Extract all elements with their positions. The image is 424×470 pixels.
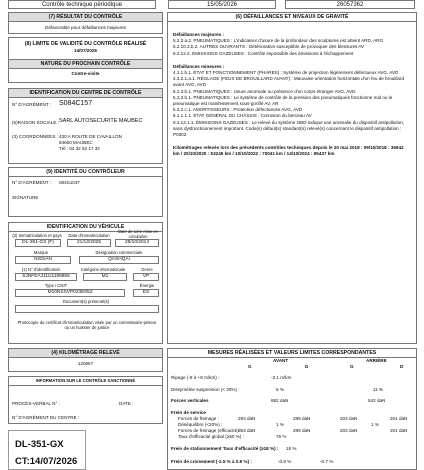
photocopy-label: Photocopie du certificat d'immatriculation visée par un commissaire-priseur ou un huissier de justice [17,320,157,330]
minor-item: 4.3.2.1.a.1. RÉGLAGE (FEUX DE BROUILLARD AVANT) : Mauvaise orientation horizontale d'un feu de brouillard avant AVG, AVD [173,76,405,88]
forces-av: 882 daN [271,398,289,403]
glis-av: -0.8 % [278,459,292,464]
avant-header: AVANT [273,358,289,363]
energy-value: ES [133,289,159,297]
defects-title: (6) DÉFAILLANCES ET NIVEAUX DE GRAVITÉ [168,13,416,22]
first-use-value: 28/10/2014 [115,239,159,247]
model-value: QASHQAI [79,256,159,264]
model-label: Désignation commerciale [95,250,143,255]
first-use-label: Date de 1ère mise en circulation [117,229,159,239]
mileage-history: Kilométrages relevés lors des précédents contrôles techniques depuis le 20 mai 2018 : 09/10/2018 : 35942 km / 20/10/2020 : 53246 km / 10/10/2022 : 70041 km / 14/10/2024 : 95437 km [173,145,404,157]
mileage-value: 120667 [77,361,94,366]
center-address-line-2: 84660 MAUBEC [59,140,93,145]
eff-label: Forces de freinage (efficacité) : [178,428,242,433]
genre-label: Genre [141,267,153,272]
next-title: NATURE DU PROCHAIN CONTRÔLE [9,59,162,69]
first-reg-label: Date d'immatriculation [68,233,110,238]
center-section [8,88,163,164]
minor-item: 6.1.1.1.1. ÉTAT GÉNÉRAL DU CHÂSSIS : Corrosion du berceau AV [173,113,312,119]
center-address-line-1: 430 A ROUTE DE CAVAILLON [59,134,122,139]
documents-label: Document(s) présenté(s) [62,299,110,304]
cnit-label: Type / CNIT [44,283,68,288]
stat-label: Frein de stationnement Taux d'efficacité (≥18 %) : [171,446,279,451]
forces-label: Forces verticales [171,398,209,403]
defects-body [168,22,416,158]
center-title: IDENTIFICATION DU CENTRE DE CONTRÔLE [9,89,162,98]
vin-label: (1) N° d'identification [21,267,61,272]
fr-ar-d: 201 daN [390,416,408,421]
sanction-center-label: N° D'AGRÉMENT DU CENTRE : [12,415,80,420]
validity-value: 14/07/2026 [74,48,97,53]
fr-av-d: 289 daN [293,416,311,421]
mileage-section [8,348,163,372]
validity-title: (8) LIMITE DE VALIDITÉ DU CONTRÔLE RÉALISÉ [9,40,162,48]
controller-approval-label: N° D'AGRÉMENT : [12,180,52,185]
center-approval-value: S084C157 [59,100,93,107]
sanction-title: INFORMATION SUR LE CONTRÔLE SANCTIONNÉ [9,377,162,386]
minor-item: 5.2.3.b.1. PNEUMATIQUES : Usure anormale ou présence d'un corps étranger AVG, AVD [173,88,356,94]
controller-approval-value: 084S1037 [59,180,80,185]
deseq-ar: 1 % [371,422,379,427]
major-title: Défaillances majeures : [173,32,225,37]
glis-ar: -0.7 % [320,459,334,464]
center-company-value: SARL AUTOSECURITE MAUBEC [59,118,143,124]
arriere-d: D [400,364,404,369]
minor-item: 8.2.12.1.1. ÉMISSIONS GAZEUSES : Le relevé du système OBD indique une anomalie du dispositif antipollution, sans dysfonctionnement important. Code(s) défaut(s) standard(s) relevé(s) concernant le dispositif antipollution : P0302 [173,119,405,138]
ripage-value: -3.1 m/km [271,375,292,380]
deseq-label: Déséquilibre (<20%) : [178,422,223,427]
measures-title: MESURES RÉALISÉES ET VALEURS LIMITES CORRESPONDANTES [168,349,416,358]
glis-label: Frein de croisement (-2.5 % à 0.5 %) : [171,459,252,464]
fr-ar-g: 203 daN [340,416,358,421]
reg-label: (2) Immatriculation et pays [12,233,62,238]
center-address-line-3: Tél : 04 32 52 17 32 [59,146,100,151]
global-value: 79 % [276,434,287,439]
control-type: Contrôle technique périodique [8,0,156,9]
mileage-title: (4) KILOMÉTRAGE RELEVÉ [9,349,162,358]
ef-av-d: 289 daN [293,428,311,433]
signature-label: SIGNATURE [12,195,39,200]
measures-section [167,348,417,470]
result-title: (7) RÉSULTAT DU CONTRÔLE [9,13,162,22]
plate-label [8,430,86,470]
documents-value [15,305,159,313]
fr-av-g: 293 daN [238,416,256,421]
minor-title: Défaillances mineures : [173,63,225,69]
vehicle-title: IDENTIFICATION DU VÉHICULE [9,223,162,232]
center-address-label: (3) COORDONNÉES : [12,134,58,139]
vin-value: SJNFEAJ11U1196855 [15,273,77,281]
minor-item: 4.1.1.b.1. ÉTAT ET FONCTIONNEMENT (PHARES) : Système de projection légèrement défectueux AVG, AVD [173,70,399,76]
report-number: 26057362 [285,0,415,9]
validity-section [8,37,163,83]
center-approval-label: N° D'AGRÉMENT : [12,102,52,107]
brand-label: Marque [33,250,49,255]
minor-item: 5.2.3.b.1. PNEUMATIQUES : Le système de contrôle de la pression des pneumatiques fonctionne mal ou le pneumatique est manifestement sous-gonflé AV, AR [173,94,393,107]
next-value: Contre-visite [71,71,100,77]
minor-item: 5.3.2.c.1. AMORTISSEURS : Protection défectueuse AVG, AVD [173,107,303,113]
dissym-label: Dissymétrie suspension (< 30%) : [171,387,240,392]
center-company-label: (5)RAISON SOCIALE : [12,120,59,125]
controller-title: (9) IDENTITÉ DU CONTRÔLEUR [9,168,162,177]
major-item: 8.2.12.2. ÉMISSIONS GAZEUSES : Contrôle impossible des émissions à l'échappement [173,50,354,56]
sanction-section [8,376,163,424]
ef-ar-g: 203 daN [340,428,358,433]
arriere-g: G [350,364,354,369]
result-section [8,12,163,34]
major-item: 5.2.3.a.2. PNEUMATIQUES : L'indicateur d'usure de la profondeur des sculptures est atteint ARD, ARG [173,38,384,44]
ef-av-g: 293 daN [238,428,256,433]
energy-label: Énergie [139,283,155,288]
deseq-av: 1 % [276,422,284,427]
vehicle-section [8,222,163,344]
controller-section [8,167,163,217]
first-reg-value: 21/12/2025 [67,239,111,247]
reg-value: DL-351-GX (F) [15,239,61,247]
defects-section [167,12,417,344]
cnit-value: M10NSSVP023E052 [15,289,125,297]
cat-value: M1 [83,273,127,281]
avant-g: G [248,364,252,369]
major-item: 6.2.10.3.b.2. AUTRES OUVRANTS : Détérioration susceptible de provoquer des blessures AV [173,44,365,50]
forces-ar: 542 daN [368,398,386,403]
stat-value: 18 % [286,446,297,451]
sanction-pv-label: PROCÈS-VERBAL N° : [12,401,60,406]
freinage-label: Forces de freinage : [178,416,219,421]
genre-value: VP [133,273,159,281]
ripage-label: Ripage (-8 à +8 m/km) : [171,375,220,380]
plate-line-2: CT:14/07/2026 [15,456,78,467]
sanction-date-label: DATE : [119,401,134,406]
cat-label: Catégorie internationale [80,267,126,272]
ef-ar-d: 201 daN [390,428,408,433]
global-label: Taux d'efficacité global (≥50 %) : [178,434,244,439]
result-value: Défavorable pour défaillances majeures [45,25,126,30]
frein-title: Frein de service [171,410,206,415]
arriere-header: ARRIÈRE [366,358,387,363]
control-date: 15/05/2026 [168,0,276,9]
dissym-ar: 11 % [373,387,384,392]
brand-value: NISSAN [15,256,71,264]
plate-line-1: DL-351-GX [15,439,64,450]
avant-d: D [305,364,309,369]
dissym-av: 5 % [276,387,284,392]
